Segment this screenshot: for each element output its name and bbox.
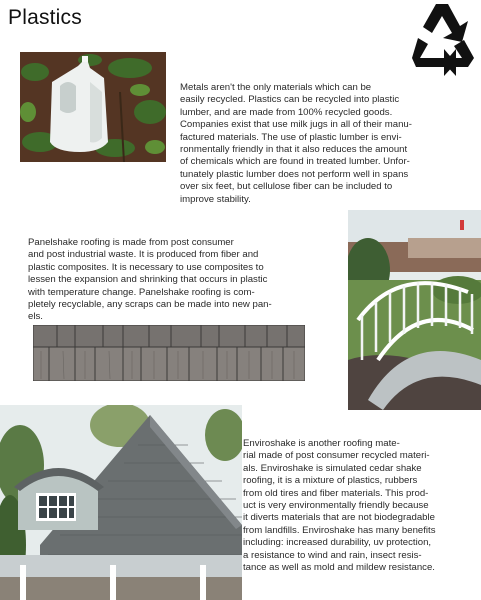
page-title: Plastics [8, 6, 82, 29]
recycle-symbol-icon [410, 0, 476, 80]
plastic-lumber-paragraph: Metals aren't the only materials which can be easily recycled. Plastics can be recycled into plastic lumber, and are made from 100% recycled goods. Companies exist that use milk jugs in all of their manu- factured materials. The use of plastic lumber is envi- ronmentally friendly in that it also reduces the amount of chemicals which are found in treated lumber. Unfor- tunately plastic lumber does not perform well in spans over six feet, but cellulose fiber can be included to improve stability. [180, 82, 412, 205]
enviroshake-paragraph: Enviroshake is another roofing mate- rial made of post consumer recycled materi- als. Enviroshake is simulated cedar shake roofing, it is a mixture of plastics, rubbers from old tires and fiber materials. This prod- uct is very environmentally friendly because it diverts materials that are not biodegradable from landfills. Enviroshake has many benefits including: increased durability, uv protection, a resistance to wind and rain, insect resis- tance as well as mold and mildew resistance. [243, 438, 436, 574]
panelshake-paragraph: Panelshake roofing is made from post consumer and post industrial waste. It is produced from fiber and plastic composites. It is necessary to use composites to lessen the expansion and shrinking that occurs in plastic with temperature change. Panelshake roofing is com- pletely recyclable, any scraps can be made into new pan- els. [28, 237, 272, 323]
enviroshake-roof-photo [0, 405, 242, 600]
plastic-bridge-photo [348, 210, 481, 410]
milk-jug-photo [20, 52, 166, 162]
panelshake-shingles-photo [33, 325, 305, 381]
